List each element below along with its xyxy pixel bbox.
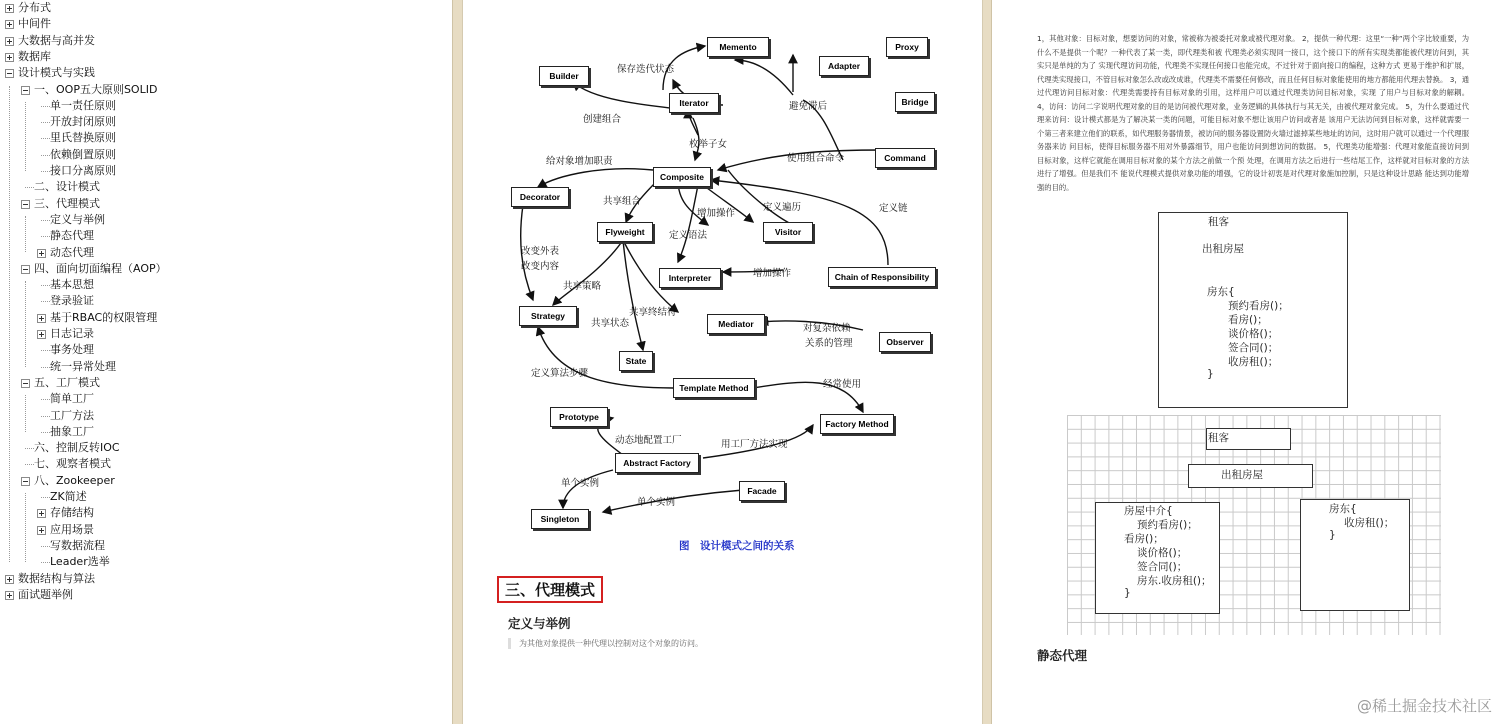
tree-guide-line	[25, 493, 26, 562]
tree-item-label: 面试题举例	[18, 587, 73, 601]
tree-item-label: 设计模式与实践	[18, 66, 95, 80]
diagram-node-singleton: Singleton	[531, 509, 589, 529]
box2-rent: 出租房屋	[1221, 469, 1263, 481]
diagram-node-chain: Chain of Responsibility	[828, 267, 936, 287]
tree-item-label: ZK简述	[50, 490, 87, 503]
tree-item[interactable]	[0, 489, 440, 505]
box1-close: }	[1207, 368, 1214, 380]
diagram-node-observer: Observer	[879, 332, 931, 352]
box2-a3: 谈价格()；	[1137, 547, 1188, 559]
diagram-label: 改变外表	[521, 246, 560, 257]
tree-connector	[41, 106, 50, 107]
diagram-node-proxy: Proxy	[886, 37, 928, 57]
tree-item[interactable]	[0, 65, 440, 81]
box2-a1: 预约看房()；	[1137, 519, 1198, 531]
box2-a2: 看房()；	[1124, 533, 1164, 545]
tree-item[interactable]	[0, 245, 440, 261]
tree-item-label: 写数据流程	[50, 538, 105, 552]
diagram-node-adapter: Adapter	[819, 56, 869, 76]
diagram-node-prototype: Prototype	[550, 407, 608, 427]
diagram-label: 创建组合	[583, 114, 622, 125]
diagram-label: 使用组合命令	[787, 153, 845, 164]
tree-item-label: 存储结构	[50, 506, 94, 520]
tree-item-label: 七、观察者模式	[34, 457, 111, 471]
diagram-label: 用工厂方法实现	[721, 439, 788, 450]
diagram-node-composite: Composite	[653, 167, 711, 187]
expand-icon[interactable]	[37, 526, 46, 535]
tree-item[interactable]	[0, 505, 440, 521]
tree-item[interactable]	[0, 456, 440, 472]
expand-icon[interactable]	[37, 330, 46, 339]
tree-item[interactable]	[0, 196, 440, 212]
diagram-label: 共享状态	[591, 318, 630, 329]
diagram-node-mediator: Mediator	[707, 314, 765, 334]
tree-item-label: 四、面向切面编程（AOP）	[34, 261, 167, 275]
tree-connector	[41, 562, 50, 563]
proxy-grid-diagram	[1067, 415, 1441, 635]
tree-item[interactable]	[0, 587, 440, 603]
box2-l1: 收房租()；	[1344, 517, 1395, 529]
box2-landlord: 房东{	[1329, 503, 1357, 515]
diagram-label: 共享终结符	[629, 307, 677, 318]
tree-item[interactable]	[0, 98, 440, 114]
tree-item[interactable]	[0, 473, 440, 489]
tree-item[interactable]	[0, 538, 440, 554]
diagram-label: 枚举子女	[689, 139, 728, 150]
watermark: @稀土掘金技术社区	[1356, 697, 1492, 715]
tree-item[interactable]	[0, 391, 440, 407]
tree-connector	[41, 367, 50, 368]
diagram-label: 定义遍历	[763, 202, 802, 213]
tree-item[interactable]	[0, 82, 440, 98]
collapse-icon[interactable]	[5, 69, 14, 78]
diagram-label: 改变内容	[521, 261, 560, 272]
diagram-node-builder: Builder	[539, 66, 589, 86]
tree-item[interactable]	[0, 277, 440, 293]
tree-item-label: 三、代理模式	[34, 196, 100, 210]
tree-item-label: 分布式	[18, 1, 51, 14]
tree-item-label: 日志记录	[50, 327, 94, 340]
diagram-node-command: Command	[875, 148, 935, 168]
tree-item-label: 单一责任原则	[50, 98, 116, 112]
diagram-node-visitor: Visitor	[763, 222, 813, 242]
expand-icon[interactable]	[5, 575, 14, 584]
diagram-label: 增加操作	[697, 208, 736, 219]
diagram-node-state: State	[619, 351, 653, 371]
tree-item-label: Leader选举	[50, 555, 110, 569]
tree-item-label: 数据库	[18, 49, 51, 63]
diagram-label: 共享组合	[603, 196, 642, 207]
diagram-node-facade: Facade	[739, 481, 785, 501]
diagram-label: 单个实例	[637, 497, 676, 508]
tree-connector	[41, 220, 50, 221]
diagram-node-factory-method: Factory Method	[820, 414, 894, 434]
tree-guide-line	[25, 281, 26, 367]
tree-connector	[41, 301, 50, 302]
tree-item[interactable]	[0, 522, 440, 538]
tree-item[interactable]	[0, 571, 440, 587]
tree-item-label: 登录验证	[50, 294, 94, 308]
tree-connector	[41, 399, 50, 400]
tree-item-label: 中间件	[18, 17, 51, 31]
tree-guide-line	[9, 86, 10, 563]
tree-connector	[41, 432, 50, 433]
tree-item-label: 静态代理	[50, 229, 94, 243]
tree-guide-line	[25, 102, 26, 171]
tree-item-label: 定义与举例	[50, 212, 105, 226]
section-title: 三、代理模式	[497, 576, 603, 603]
box1-tenant: 租客	[1208, 216, 1229, 228]
diagram-node-strategy: Strategy	[519, 306, 577, 326]
box1-m4: 签合同()；	[1228, 342, 1279, 354]
diagram-label: 定义语法	[669, 230, 708, 241]
tree-item-label: 统一异常处理	[50, 359, 116, 373]
box2-aclose: }	[1124, 587, 1131, 599]
diagram-label: 动态地配置工厂	[615, 435, 682, 446]
tree-item[interactable]	[0, 228, 440, 244]
tree-item-label: 简单工厂	[50, 392, 94, 406]
tree-item[interactable]	[0, 440, 440, 456]
expand-icon[interactable]	[5, 20, 14, 29]
box2-a5: 房东.收房租()；	[1137, 575, 1212, 587]
box2-tenant: 租客	[1208, 432, 1229, 444]
expand-icon[interactable]	[37, 509, 46, 518]
tree-item-label: 接口分离原则	[50, 164, 116, 177]
box1-m1: 预约看房()；	[1228, 300, 1289, 312]
page-gutter-right	[982, 0, 992, 724]
diagram-label: 共享策略	[563, 281, 602, 292]
diagram-node-decorator: Decorator	[511, 187, 569, 207]
tree-connector	[41, 171, 50, 172]
tree-item[interactable]	[0, 33, 440, 49]
page-gutter-left	[452, 0, 463, 724]
expand-icon[interactable]	[5, 4, 14, 13]
outline-tree	[0, 0, 452, 724]
expand-icon[interactable]	[37, 314, 46, 323]
tree-item-label: 五、工厂模式	[34, 375, 100, 389]
collapse-icon[interactable]	[21, 477, 30, 486]
tree-item-label: 工厂方法	[50, 408, 94, 422]
tree-connector	[25, 187, 34, 188]
collapse-icon[interactable]	[21, 86, 30, 95]
tree-item-label: 数据结构与算法	[18, 571, 95, 585]
tree-item[interactable]	[0, 130, 440, 146]
tree-item[interactable]	[0, 408, 440, 424]
box1-landlord: 房东{	[1207, 286, 1235, 298]
tree-item[interactable]	[0, 114, 440, 130]
diagram-label: 保存迭代状态	[617, 64, 675, 75]
tree-guide-line	[25, 395, 26, 432]
tree-item-label: 八、Zookeeper	[34, 473, 115, 487]
diagram-node-flyweight: Flyweight	[597, 222, 653, 242]
tree-item[interactable]	[0, 424, 440, 440]
tree-item[interactable]	[0, 0, 440, 16]
tree-item-label: 里氏替换原则	[50, 131, 116, 145]
tree-connector	[41, 546, 50, 547]
tree-item[interactable]	[0, 179, 440, 195]
figure-caption: 图 设计模式之间的关系	[679, 540, 795, 552]
diagram-node-bridge: Bridge	[895, 92, 935, 112]
collapse-icon[interactable]	[21, 200, 30, 209]
proxy-explanation-paragraph: 1，其他对象：目标对象，想要访问的对象，常被称为被委托对象或被代理对象。 2，提供一种代理：这里“一种”两个字比较重要，为什么不是提供一个呢？一种代表了某一类，即代理类和被 代理类必须实现同一接口，这个接口下的所有实现类都能被代理访问到，其实只是单纯的为了 实现代理访问功能，代理类不实现任何接口也能完成，不过针对于面向接口的编程，这种方式 更易于维护和扩展，代理类实现接口，不管目标对象怎么改或改成谁，代理类不需要任何修改，而且任何目标对象能使用的地方都能用代理去替换。 3，通过代理访问目标对象：代理类需要持有目标对象的引用，这样用户可以通过代理类访问目标对象，实现 了用户与目标对象的解耦。 4，访问：访问二字说明代理对象的目的是访问被代理对象，业务逻辑的具体执行与其无关，由被代理对象完成。 5，为什么要通过代理来访问：设计模式都是为了解决某一类的问题，可能目标对象不想让该用户访问或者是 该用户无法访问到目标对象，这样就需要一个第三者来建立他们的联系，如代理服务器情景，被访问的服务器设置防火墙过滤掉某些地址的访问，这时用户就可以通过一个代理服务器来访 问目标，使得目标服务器不用对外暴露细节，用户也能访问到想访问的数据。 5，代理类功能增强：代理对象能直接访问到目标对象，这样它就能在调用目标对象的某个方法之前做一个预 处理，在调用方法之后进行一些结尾工作，这样就对目标对象的方法进行了增强。但是我们不 能说代理模式提供对象功能的增强，它的设计初衷是对代理对象施加控制，只是这种设计思路 能达到功能增强的目的。	[1037, 34, 1469, 192]
tree-connector	[41, 416, 50, 417]
tree-item-label: 事务处理	[50, 343, 94, 357]
box1-m3: 谈价格()；	[1228, 328, 1279, 340]
tree-item[interactable]	[0, 326, 440, 342]
tree-item-label: 一、OOP五大原则SOLID	[34, 82, 158, 96]
subsection-title: 定义与举例	[508, 616, 571, 631]
box2-a4: 签合同()；	[1137, 561, 1188, 573]
tree-item[interactable]	[0, 49, 440, 65]
static-proxy-heading: 静态代理	[1037, 648, 1088, 663]
document-page-right	[992, 0, 1512, 724]
tree-connector	[25, 464, 34, 465]
tree-item[interactable]	[0, 293, 440, 309]
collapse-icon[interactable]	[21, 265, 30, 274]
box1-m5: 收房租()；	[1228, 356, 1279, 368]
tree-item[interactable]	[0, 375, 440, 391]
document-page-middle	[463, 0, 982, 724]
tree-item-label: 大数据与高并发	[18, 33, 95, 47]
diagram-label: 定义链	[879, 203, 908, 214]
expand-icon[interactable]	[5, 37, 14, 46]
tree-item[interactable]	[0, 16, 440, 32]
tree-item[interactable]	[0, 310, 440, 326]
expand-icon[interactable]	[37, 249, 46, 258]
collapse-icon[interactable]	[21, 379, 30, 388]
tree-item-label: 二、设计模式	[34, 180, 100, 194]
diagram-label: 给对象增加职责	[546, 156, 613, 167]
tree-connector	[41, 236, 50, 237]
diagram-node-template: Template Method	[673, 378, 755, 398]
tree-connector	[41, 285, 50, 286]
diagram-label: 增加操作	[753, 268, 792, 279]
tree-item-label: 依赖倒置原则	[50, 147, 116, 161]
tree-item[interactable]	[0, 342, 440, 358]
tree-item-label: 动态代理	[50, 245, 94, 259]
tree-guide-line	[25, 216, 26, 253]
expand-icon[interactable]	[5, 53, 14, 62]
tree-item[interactable]	[0, 163, 440, 179]
expand-icon[interactable]	[5, 591, 14, 600]
diagram-label: 单个实例	[561, 478, 600, 489]
diagram-node-iterator: Iterator	[669, 93, 719, 113]
diagram-label: 定义算法步骤	[531, 368, 589, 379]
tree-item-label: 基于RBAC的权限管理	[50, 310, 158, 324]
tree-connector	[25, 448, 34, 449]
box1-m2: 看房()；	[1228, 314, 1268, 326]
tree-item-label: 抽象工厂	[50, 424, 94, 438]
tree-connector	[41, 350, 50, 351]
diagram-node-memento: Memento	[707, 37, 769, 57]
tree-item-label: 基本思想	[50, 278, 94, 292]
tree-item-label: 开放封闭原则	[50, 115, 116, 129]
tree-item[interactable]	[0, 147, 440, 163]
diagram-node-abstract-factory: Abstract Factory	[615, 453, 699, 473]
tree-item-label: 六、控制反转IOC	[34, 441, 120, 455]
tree-item-label: 应用场景	[50, 522, 94, 536]
tree-item[interactable]	[0, 212, 440, 228]
tree-connector	[41, 122, 50, 123]
box2-agency: 房屋中介{	[1124, 505, 1173, 517]
box1-rent: 出租房屋	[1202, 243, 1244, 255]
box2-lclose: }	[1329, 529, 1336, 541]
diagram-label: 关系的管理	[805, 338, 853, 349]
definition-quote: 为其他对象提供一种代理以控制对这个对象的访问。	[508, 638, 703, 649]
tree-connector	[41, 497, 50, 498]
tree-connector	[41, 138, 50, 139]
tree-item[interactable]	[0, 359, 440, 375]
tree-item[interactable]	[0, 554, 440, 570]
diagram-node-interpreter: Interpreter	[659, 268, 721, 288]
tree-item[interactable]	[0, 261, 440, 277]
diagram-label: 对复杂依赖	[803, 323, 851, 334]
diagram-label: 经常使用	[823, 379, 862, 390]
tree-connector	[41, 155, 50, 156]
diagram-label: 避免滞后	[789, 101, 828, 112]
